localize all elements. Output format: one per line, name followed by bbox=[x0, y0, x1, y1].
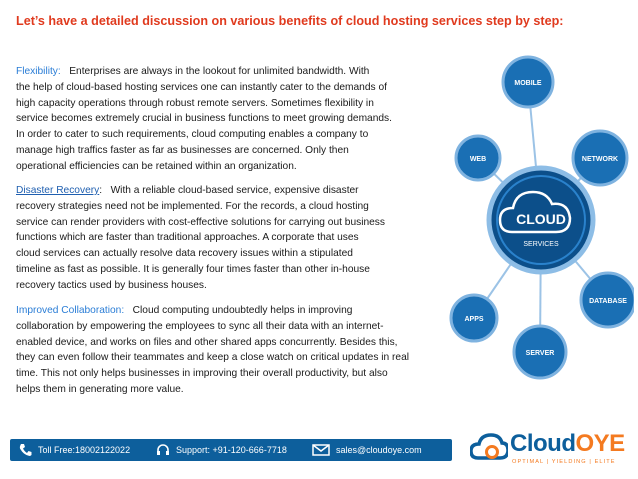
apps-node bbox=[451, 295, 497, 341]
disaster-recovery-section bbox=[16, 183, 471, 294]
text-line: recovery tactics used by business houses. bbox=[16, 279, 207, 291]
brand-oye: OYE bbox=[575, 430, 625, 457]
text-line: manage high traffics faster as far as businesses are concerned. Only then bbox=[16, 144, 349, 156]
text-line: high capacity operations through robust remote servers. Sometimes flexibility in bbox=[16, 97, 374, 109]
text-line: Disaster Recovery: With a reliable cloud-based service, expensive disaster bbox=[16, 185, 359, 196]
cloud-services-diagram bbox=[448, 50, 634, 390]
mobile-node bbox=[503, 57, 553, 107]
text-line bbox=[16, 303, 471, 319]
node-label: APPS bbox=[464, 316, 484, 323]
contact-bar bbox=[10, 439, 452, 461]
text-line: recovery strategies need not be implemented. For the records, a cloud hosting bbox=[16, 200, 369, 212]
text-line: they can even follow their teammates and keep a close watch on critical updates in real bbox=[16, 352, 409, 364]
text-line: With a reliable cloud-based service, expensive disaster bbox=[110, 185, 359, 196]
server-node bbox=[514, 326, 566, 378]
improved-collaboration-label: Improved Collaboration: bbox=[16, 305, 125, 316]
hub-title: CLOUD bbox=[516, 211, 566, 227]
phone-icon bbox=[18, 443, 32, 457]
text-line: Cloud computing undoubtedly helps in improving bbox=[132, 305, 353, 316]
email-link[interactable]: sales@cloudoye.com bbox=[336, 445, 422, 455]
node-label: WEB bbox=[469, 156, 487, 163]
text-line: functions which are faster than traditional approaches. A corporate that uses bbox=[16, 232, 359, 244]
toll-free-text: Toll Free:18002122022 bbox=[38, 445, 131, 455]
flexibility-label: Flexibility: bbox=[16, 66, 61, 77]
network-node bbox=[573, 131, 627, 185]
brand-tagline: OPTIMAL | YIELDING | ELITE bbox=[512, 459, 616, 465]
text-line: the help of cloud-based hosting services one can instantly cater to the demands of bbox=[16, 81, 387, 93]
node-label: DATABASE bbox=[589, 298, 627, 305]
headset-icon bbox=[156, 443, 170, 457]
text-line: helps them in generating more value. bbox=[16, 383, 184, 395]
hub-subtitle: SERVICES bbox=[523, 241, 559, 248]
text-line: enabled device, and works on files and other shared apps concurrently. Besides this, bbox=[16, 336, 398, 348]
mail-icon bbox=[312, 443, 330, 457]
support-text: Support: +91-120-666-7718 bbox=[176, 445, 287, 455]
cloud-services-hub bbox=[489, 168, 593, 272]
text-line bbox=[16, 64, 471, 80]
text-line: In order to cater to such requirements, cloud computing enables a company to bbox=[16, 129, 369, 141]
text-line: time. This not only helps businesses in improving their overall productivity, but also bbox=[16, 368, 388, 380]
text-line: timeline as fast as possible. It is generally four times faster than other in-house bbox=[16, 263, 370, 275]
page-title: Let’s have a detailed discussion on various benefits of cloud hosting services step by step: bbox=[16, 14, 564, 28]
brand-cloud: Cloud bbox=[510, 430, 576, 457]
text-line: service can render providers with cost-effective solutions for carrying out business bbox=[16, 216, 385, 228]
node-label: NETWORK bbox=[581, 156, 619, 163]
text-line: service becomes extremely crucial in business functions to meet growing demands. bbox=[16, 113, 392, 125]
text-line: cloud services can actually resolve data recovery issues within a stipulated bbox=[16, 248, 353, 260]
text-line: Enterprises are always in the lookout for unlimited bandwidth. With bbox=[69, 66, 370, 77]
node-label: MOBILE bbox=[514, 80, 542, 87]
logo-cloud-icon bbox=[470, 432, 508, 462]
text-line: operational efficiencies can be retained within an organization. bbox=[16, 160, 297, 172]
brand-name bbox=[510, 430, 625, 458]
cloudoye-logo bbox=[470, 430, 630, 470]
disaster-recovery-link[interactable]: Disaster Recovery bbox=[16, 185, 100, 196]
database-node bbox=[581, 273, 634, 327]
web-node bbox=[456, 136, 500, 180]
text-line: collaboration by empowering the employees to sync all their data with an internet- bbox=[16, 320, 384, 332]
improved-collaboration-section bbox=[16, 303, 471, 398]
footer bbox=[0, 416, 638, 479]
node-label: SERVER bbox=[525, 350, 555, 357]
flexibility-section bbox=[16, 64, 471, 175]
